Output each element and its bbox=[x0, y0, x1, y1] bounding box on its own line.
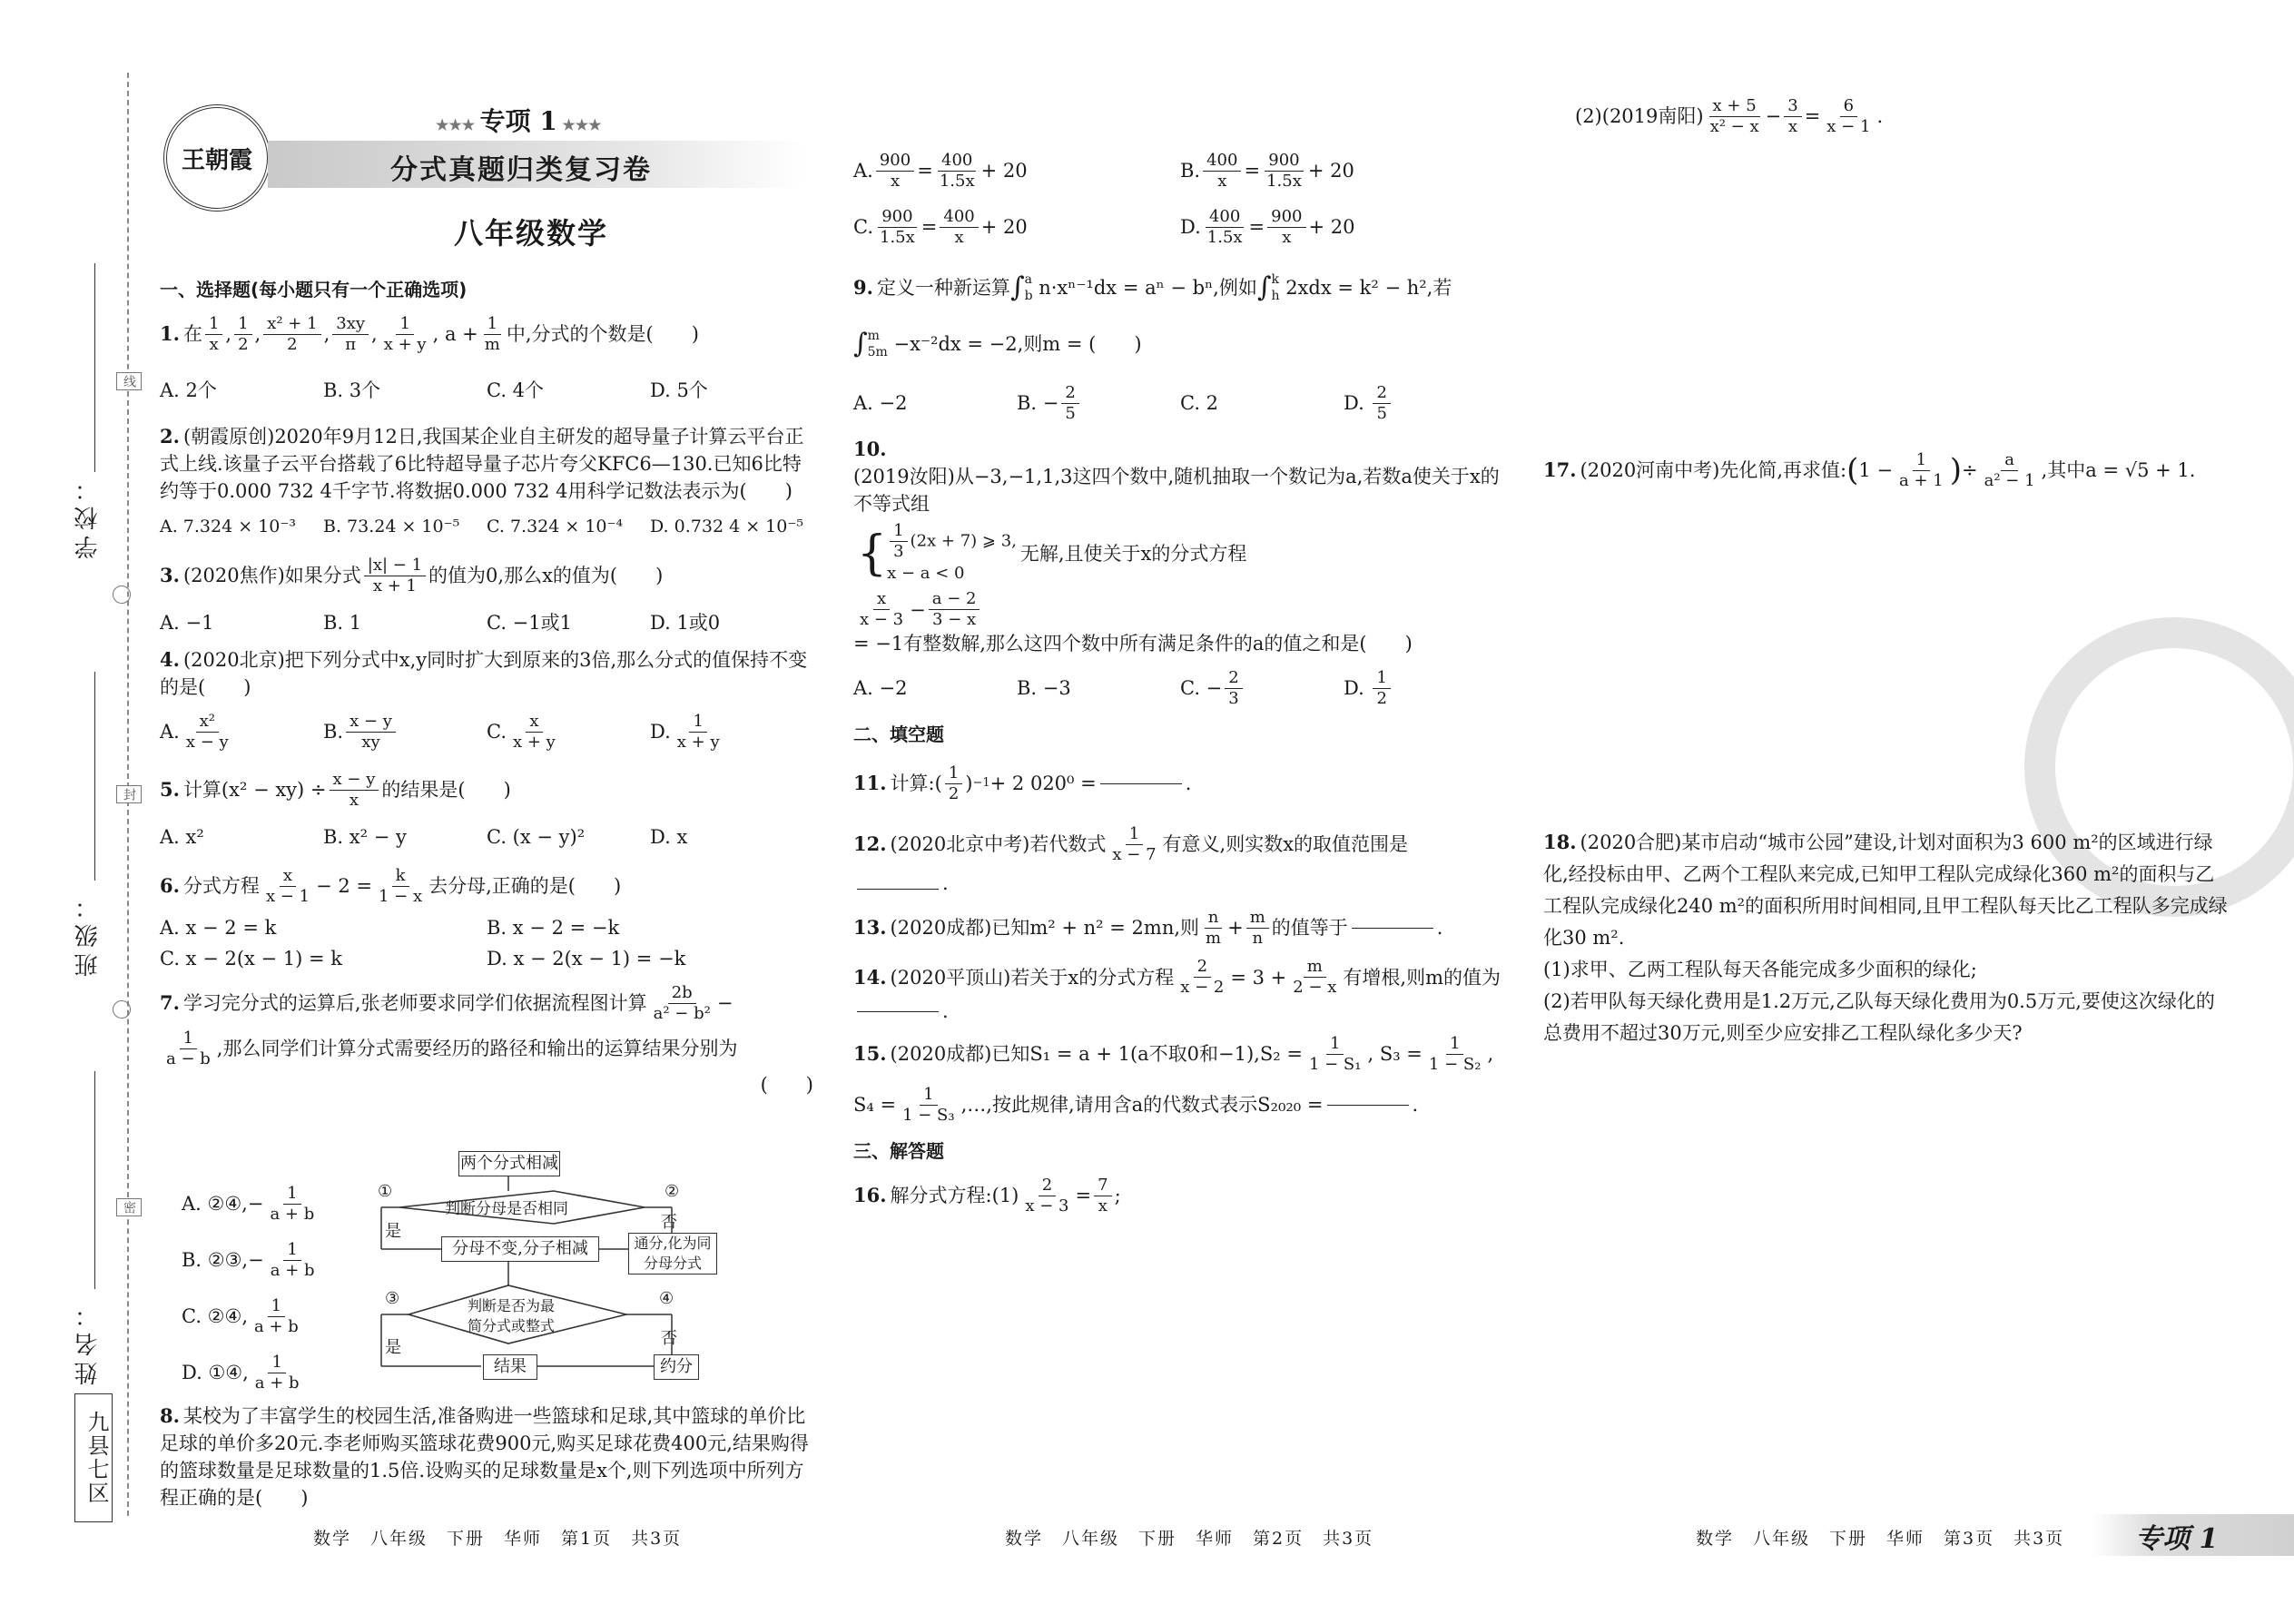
q-text: 定义一种新运算 bbox=[876, 277, 1010, 299]
q-num: 7. bbox=[160, 991, 180, 1014]
q-text: 有增根,则m的值为 bbox=[1343, 966, 1501, 989]
answer-blank[interactable] bbox=[857, 1011, 939, 1012]
option-d[interactable]: D. $\frac{400}{1.5x}$ = $\frac{900}{x}$ + 20 bbox=[1180, 206, 1355, 247]
footer-page-2: 数学 八年级 下册 华师 第2页 共3页 bbox=[1005, 1529, 1374, 1549]
section-choice: 一、选择题(每小题只有一个正确选项) bbox=[160, 279, 468, 300]
question-16-part1: 16. 解分式方程:(1) $\frac{2}{x - 3}$ = $\frac{7}{x}$ ; bbox=[853, 1175, 1121, 1216]
q-text: 无解,且使关于x的分式方程 bbox=[1019, 542, 1247, 565]
q-text: 有意义,则实数x的取值范围是 bbox=[1162, 833, 1409, 855]
q-num: 4. bbox=[160, 648, 180, 671]
question-11: 11. 计算: ( $\frac{1}{2}$ ) −1 + 2 020⁰ = . bbox=[853, 763, 1192, 803]
option-c[interactable]: C. (x − y)² bbox=[487, 826, 586, 848]
fraction: $\frac{1}{m}$ bbox=[484, 313, 500, 354]
q-num: 11. bbox=[853, 772, 887, 794]
q-text: 解分式方程:(1) bbox=[890, 1185, 1019, 1206]
q-text: + 2 020⁰ = bbox=[989, 773, 1097, 794]
option-a[interactable]: A. 7.324 × 10⁻³ bbox=[160, 517, 297, 536]
flow-n3: ③ bbox=[385, 1289, 400, 1308]
option-a[interactable]: A. 2个 bbox=[160, 379, 217, 401]
option-d[interactable]: D. 5个 bbox=[650, 379, 708, 401]
q-text: (朝霞原创)2020年9月12日,我国某企业自主研发的超导量子计算云平台正式上线.该量子云平台搭载了6比特超导量子芯片夸父KFC6—130.已知6比特约等于0.000 732 4千字节.将数据0.000 732 4用科学记数法表示为( ) bbox=[160, 426, 804, 502]
question-17: 17. (2020河南中考)先化简,再求值: ( 1 − $\frac{1}{a + 1}$ ) ÷ $\frac{a}{\text{a² − 1}}$ ,其中a = √5 + 1. bbox=[1543, 449, 2196, 490]
fraction: $\frac{x}{x - 1}$ bbox=[265, 865, 310, 906]
q-text: 计算: bbox=[890, 773, 935, 794]
option-b[interactable]: B. $\frac{x - y}{xy}$ bbox=[323, 706, 487, 757]
q-text: 的值为0,那么x的值为( ) bbox=[428, 565, 664, 586]
school-line bbox=[94, 263, 95, 472]
q-num: 15. bbox=[853, 1042, 887, 1065]
question-7: 7. 学习完分式的运算后,张老师要求同学们依据流程图计算 $\frac{2b}{\text{a² − b²}}$ − $\frac{1}{a - b}$ ,那么同学们计算分式需要经历的路径和输出的运算结果分别为 ( ) bbox=[160, 980, 813, 1098]
flow-no2: 否 bbox=[661, 1329, 677, 1348]
flow-yes1: 是 bbox=[385, 1222, 401, 1241]
q-text: 则m = ( ) bbox=[1023, 333, 1142, 355]
q-num: 9. bbox=[853, 276, 873, 299]
answer-blank[interactable] bbox=[1327, 1105, 1409, 1106]
answer-blank[interactable] bbox=[1100, 783, 1182, 784]
clip-icon bbox=[113, 586, 131, 604]
q-num: 6. bbox=[160, 874, 180, 897]
q-text: 的结果是( ) bbox=[381, 779, 511, 801]
fraction: $\frac{x - y}{x}$ bbox=[330, 770, 379, 811]
option-c[interactable]: C. ②④, $\frac{1}{a + b}$ bbox=[182, 1295, 299, 1336]
fraction: $\frac{1}{x + y}$ bbox=[383, 313, 427, 354]
flow-no1: 否 bbox=[661, 1213, 677, 1232]
paper-title: 分式真题归类复习卷 bbox=[390, 154, 652, 186]
option-b[interactable]: B. −3 bbox=[1017, 677, 1071, 699]
question-5 bbox=[160, 764, 813, 853]
q8-options-row2 bbox=[853, 202, 1507, 252]
school-label: 学校： bbox=[74, 472, 102, 559]
question-9: 9. 定义一种新运算 ∫ a b n·xⁿ⁻¹dx = aⁿ − bⁿ, 例如 ∫ k h 2xdx = k² − h², 若 ∫ m 5m −x⁻²dx = −2, 则m = ( ) A. −2 B. − $\frac{2}{5}$ C. 2 D. $\frac{2}{5}$ bbox=[853, 260, 1507, 428]
inequality-system: { $\frac{1}{3}$ (2x + 7) ⩾ 3, x − a < 0 bbox=[857, 521, 1017, 583]
footer-page-1: 数学 八年级 下册 华师 第1页 共3页 bbox=[313, 1529, 683, 1549]
option-d[interactable]: D. x bbox=[650, 826, 688, 848]
flow-yes2: 是 bbox=[385, 1338, 401, 1357]
fraction: $\frac{k}{1 - x}$ bbox=[378, 865, 423, 906]
q-num: 13. bbox=[853, 916, 887, 939]
flow-start: 两个分式相减 bbox=[458, 1151, 560, 1176]
option-c[interactable]: C. $\frac{900}{1.5x}$ = $\frac{400}{x}$ + 20 bbox=[853, 206, 1028, 247]
flow-result: 结果 bbox=[483, 1354, 537, 1380]
q-text: ,其中a = √5 + 1. bbox=[2041, 459, 2196, 481]
column-3 bbox=[1575, 91, 2238, 142]
q-text: (2020焦作)如果分式 bbox=[182, 565, 361, 586]
q-text: 中,分式的个数是( ) bbox=[506, 323, 699, 345]
question-16-part2: (2)(2019南阳) $\frac{x + 5}{\text{x² − x}}$ − $\frac{3}{x}$ = $\frac{6}{x - 1}$ . bbox=[1575, 95, 1884, 136]
fraction: $\frac{3xy}{\pi}$ bbox=[332, 314, 369, 355]
q-text: ,那么同学们计算分式需要经历的路径和输出的运算结果分别为 bbox=[216, 1038, 738, 1059]
option-a[interactable]: A. $\frac{\text{x²}}{x - y}$ bbox=[160, 711, 229, 752]
q-num: 1. bbox=[160, 322, 180, 345]
q-text: 的值等于 bbox=[1271, 917, 1348, 939]
flow-n1: ① bbox=[378, 1182, 393, 1201]
column-1 bbox=[160, 269, 813, 1102]
question-2 bbox=[160, 423, 813, 543]
fraction: $\frac{1}{2}$ bbox=[234, 314, 251, 355]
q18-sub2: (2)若甲队每天绿化费用是1.2万元,乙队每天绿化费用为0.5万元,要使这次绿化的总费用不超过30万元,则至少应安排乙工程队绿化多少天? bbox=[1543, 990, 2215, 1044]
q-text: (2020河南中考)先化简,再求值: bbox=[1580, 459, 1847, 481]
question-13: 13. (2020成都)已知m² + n² = 2mn,则 $\frac{n}{m}$ + $\frac{m}{n}$ 的值等于 . bbox=[853, 907, 1443, 948]
q-text: 若 bbox=[1433, 277, 1452, 299]
question-10: 10. (2019汝阳)从−3,−1,1,3这四个数中,随机抽取一个数记为a,若数a使关于x的不等式组 { $\frac{1}{3}$ (2x + 7) ⩾ 3, x − a < 0 无解,且使关于x的分式方程 $\frac{x}{x - 3}$ − $\frac{a - 2}{3 - x}$ = −1有整数解,那么这四个数中所有满足条件的a的值之和是( ) A. −2 B. −3 C. − $\frac{2}{3}$ D. $\frac{1}{2}$ bbox=[853, 436, 1507, 714]
q-text: ,…,按此规律,请用含a的代数式表示S₂₀₂₀ = bbox=[960, 1094, 1324, 1116]
option-c[interactable]: C. −1或1 bbox=[487, 612, 572, 634]
fraction: $\frac{|x| - 1}{x + 1}$ bbox=[364, 556, 426, 596]
option-a[interactable]: A. −2 bbox=[853, 677, 908, 699]
mark-xian: 线 bbox=[116, 372, 142, 390]
footer-tag: 专项 1 bbox=[2135, 1523, 2219, 1555]
question-14: 14. (2020平顶山)若关于x的分式方程 $\frac{2}{x - 2}$ = 3 + $\frac{m}{2 - x}$ 有增根,则m的值为 . bbox=[853, 957, 1501, 1022]
question-1: 1. 在 $\frac{1}{x}$ , $\frac{1}{2}$ , $\frac{\text{x² + 1}}{2}$ , $\frac{3xy}{\pi}$ , $\frac{1}{x + y}$ , a + $\frac{1}{m}$ 中,分式的个数是( ) A. 2个 B. 3个 C. 4个 D. 5个 bbox=[160, 309, 813, 416]
option-b[interactable]: B. x² − y bbox=[323, 826, 407, 848]
section-answer: 三、解答题 bbox=[853, 1140, 944, 1162]
q-num: 8. bbox=[160, 1404, 180, 1427]
fraction: $\frac{1}{x}$ bbox=[205, 314, 222, 355]
option-c[interactable]: C. 7.324 × 10⁻⁴ bbox=[487, 517, 624, 536]
option-d[interactable]: D. 1或0 bbox=[650, 612, 721, 634]
option-b[interactable]: B. $\frac{400}{x}$ = $\frac{900}{1.5x}$ + 20 bbox=[1180, 150, 1354, 191]
fraction: $\frac{a - 2}{3 - x}$ bbox=[929, 589, 980, 630]
option-d[interactable]: D. ①④, $\frac{1}{a + b}$ bbox=[182, 1352, 300, 1393]
flow-n4: ④ bbox=[659, 1289, 674, 1308]
option-c[interactable]: C. 2 bbox=[1180, 392, 1219, 414]
option-a[interactable]: A. −2 bbox=[853, 392, 908, 414]
q-text: (2020合肥)某市启动“城市公园”建设,计划对面积为3 600 m²的区域进行绿化,经投标由甲、乙两个工程队来完成,已知甲工程队完成绿化360 m²的面积与乙工程队完成绿化240 m²的面积所用时间相同,且甲工程队每天比乙工程队多完成绿化30 m². bbox=[1543, 832, 2228, 949]
q-num: 10. bbox=[853, 438, 887, 460]
class-line bbox=[94, 672, 95, 881]
q-num: 18. bbox=[1543, 831, 1577, 853]
question-12: 12. (2020北京中考)若代数式 $\frac{1}{x - 7}$ 有意义,则实数x的取值范围是 . bbox=[853, 823, 1409, 894]
answer-blank[interactable] bbox=[1352, 928, 1433, 929]
fraction: $\frac{\text{x² + 1}}{2}$ bbox=[263, 314, 320, 355]
option-c[interactable]: C. 4个 bbox=[487, 379, 545, 401]
question-6 bbox=[160, 861, 813, 973]
q-num: 17. bbox=[1543, 458, 1577, 481]
q-text: 计算(x² − xy) ÷ bbox=[182, 779, 327, 801]
flow-diff: 通分,化为同分母分式 bbox=[628, 1233, 717, 1275]
fraction: $\frac{1}{a - b}$ bbox=[166, 1028, 211, 1068]
q-text: 去分母,正确的是( ) bbox=[428, 875, 622, 897]
question-4 bbox=[160, 646, 813, 757]
question-15: 15. (2020成都)已知S₁ = a + 1(a不取0和−1), S₂ = $\frac{1}{\text{1 − S₁}}$ , S₃ = $\frac{1}{\text{1 − S₂}}$ , S₄ = $\frac{1}{\text{1 − S₃}}$ ,…,按此规律,请用含a的代数式表示S₂₀₂₀ = . bbox=[853, 1033, 1494, 1125]
option-a[interactable]: A. x − 2 = k bbox=[160, 917, 277, 939]
q-text: (2020成都)已知m² + n² = 2mn,则 bbox=[890, 917, 1200, 939]
answer-blank[interactable] bbox=[857, 889, 939, 890]
option-c[interactable]: C. − $\frac{2}{3}$ bbox=[1180, 663, 1344, 714]
q-num: 3. bbox=[160, 564, 180, 586]
flow-same: 分母不变,分子相减 bbox=[441, 1236, 599, 1262]
q-text: (2)(2019南阳) bbox=[1575, 105, 1704, 127]
option-a[interactable]: A. $\frac{900}{x}$ = $\frac{400}{1.5x}$ + 20 bbox=[853, 150, 1028, 191]
footer-page-3: 数学 八年级 下册 华师 第3页 共3页 bbox=[1696, 1529, 2065, 1549]
option-c[interactable]: C. x − 2(x − 1) = k bbox=[160, 948, 343, 969]
flowchart bbox=[372, 1151, 753, 1387]
q-text: 某校为了丰富学生的校园生活,准备购进一些篮球和足球,其中篮球的单价比足球的单价多20元.李老师购买篮球花费900元,购买足球花费400元,结果购得的篮球数量是足球数量的1.5倍.设购买的足球数量是x个,则下列选项中所列方程正确的是( ) bbox=[160, 1405, 809, 1509]
q-num: 2. bbox=[160, 425, 180, 448]
fraction: $\frac{2b}{\text{a² − b²}}$ bbox=[653, 982, 711, 1023]
q7-options bbox=[182, 1176, 345, 1401]
logo: 王朝霞 bbox=[163, 104, 271, 212]
q18-sub1: (1)求甲、乙两工程队每天各能完成多少面积的绿化; bbox=[1543, 959, 1977, 980]
q-text: 分式方程 bbox=[182, 875, 260, 897]
q-text: 学习完分式的运算后,张老师要求同学们依据流程图计算 bbox=[182, 992, 647, 1014]
q-text: (2020北京)把下列分式中x,y同时扩大到原来的3倍,那么分式的值保持不变的是( ) bbox=[160, 649, 808, 698]
mark-mi: 密 bbox=[116, 1198, 142, 1216]
flow-n2: ② bbox=[665, 1182, 680, 1201]
star-icon: ★★★ bbox=[556, 116, 602, 133]
column-2 bbox=[853, 145, 1507, 1221]
option-c[interactable]: C. $\frac{x}{x + y}$ bbox=[487, 711, 556, 752]
special-title bbox=[436, 102, 601, 138]
option-a[interactable]: A. ②④, − $\frac{1}{a + b}$ bbox=[182, 1183, 315, 1224]
q-text: (2020北京中考)若代数式 bbox=[890, 833, 1107, 855]
option-b[interactable]: B. ②③, − $\frac{1}{a + b}$ bbox=[182, 1239, 315, 1280]
q-text: 例如 bbox=[1218, 277, 1257, 299]
option-d[interactable]: D. 0.732 4 × 10⁻⁵ bbox=[650, 517, 803, 536]
option-b[interactable]: B. x − 2 = −k bbox=[487, 917, 620, 939]
option-b[interactable]: B. 1 bbox=[323, 612, 362, 634]
option-a[interactable]: A. x² bbox=[160, 826, 204, 848]
answer-paren: ( ) bbox=[760, 1074, 813, 1096]
star-icon: ★★★ bbox=[436, 116, 480, 133]
q-num: 16. bbox=[853, 1184, 887, 1206]
option-d[interactable]: D. $\frac{1}{x + y}$ bbox=[650, 711, 720, 752]
name-label: 姓名： bbox=[74, 1298, 102, 1385]
class-label: 班级： bbox=[74, 890, 102, 977]
option-d[interactable]: D. $\frac{1}{2}$ bbox=[1344, 663, 1507, 714]
name-line bbox=[94, 1071, 95, 1289]
integral: ∫ bbox=[853, 328, 868, 359]
option-b[interactable]: B. 73.24 × 10⁻⁵ bbox=[323, 517, 460, 536]
mark-feng: 封 bbox=[116, 785, 142, 803]
q-text: = −1有整数解,那么这四个数中所有满足条件的a的值之和是( ) bbox=[853, 633, 1413, 655]
special-label: 专项 1 bbox=[479, 106, 557, 136]
section-fill: 二、填空题 bbox=[853, 723, 944, 745]
q-text: (2019汝阳)从−3,−1,1,3这四个数中,随机抽取一个数记为a,若数a使关于x的不等式组 bbox=[853, 466, 1500, 515]
option-d[interactable]: D. $\frac{2}{5}$ bbox=[1344, 378, 1507, 428]
subject-title: 八年级数学 bbox=[454, 216, 609, 251]
q-num: 12. bbox=[853, 832, 887, 855]
integral: ∫ bbox=[1256, 271, 1272, 303]
integral: ∫ bbox=[1009, 271, 1025, 303]
clip-icon bbox=[113, 1000, 131, 1019]
q-num: 14. bbox=[853, 965, 887, 989]
q-text: (2020平顶山)若关于x的分式方程 bbox=[890, 966, 1175, 989]
question-18 bbox=[1543, 826, 2233, 1049]
flow-judge1: 判断分母是否相同 bbox=[445, 1200, 568, 1218]
q8-options-row1 bbox=[853, 145, 1507, 196]
option-a[interactable]: A. −1 bbox=[160, 612, 214, 634]
option-d[interactable]: D. x − 2(x − 1) = −k bbox=[487, 948, 686, 969]
flow-judge2: 判断是否为最简分式或整式 bbox=[467, 1297, 555, 1334]
flow-reduce: 约分 bbox=[654, 1354, 699, 1380]
q-text: (2020成都)已知S₁ = a + 1(a不取0和−1), bbox=[890, 1043, 1260, 1065]
option-b[interactable]: B. 3个 bbox=[323, 379, 381, 401]
q-num: 5. bbox=[160, 778, 180, 801]
region-box: 九县七区 bbox=[74, 1393, 113, 1522]
option-b[interactable]: B. − $\frac{2}{5}$ bbox=[1017, 378, 1180, 428]
q-text: 在 bbox=[182, 323, 202, 345]
q-text: − 2 = bbox=[316, 875, 372, 897]
question-3 bbox=[160, 550, 813, 639]
question-8 bbox=[160, 1403, 813, 1511]
fraction: $\frac{x}{x - 3}$ bbox=[860, 589, 904, 629]
